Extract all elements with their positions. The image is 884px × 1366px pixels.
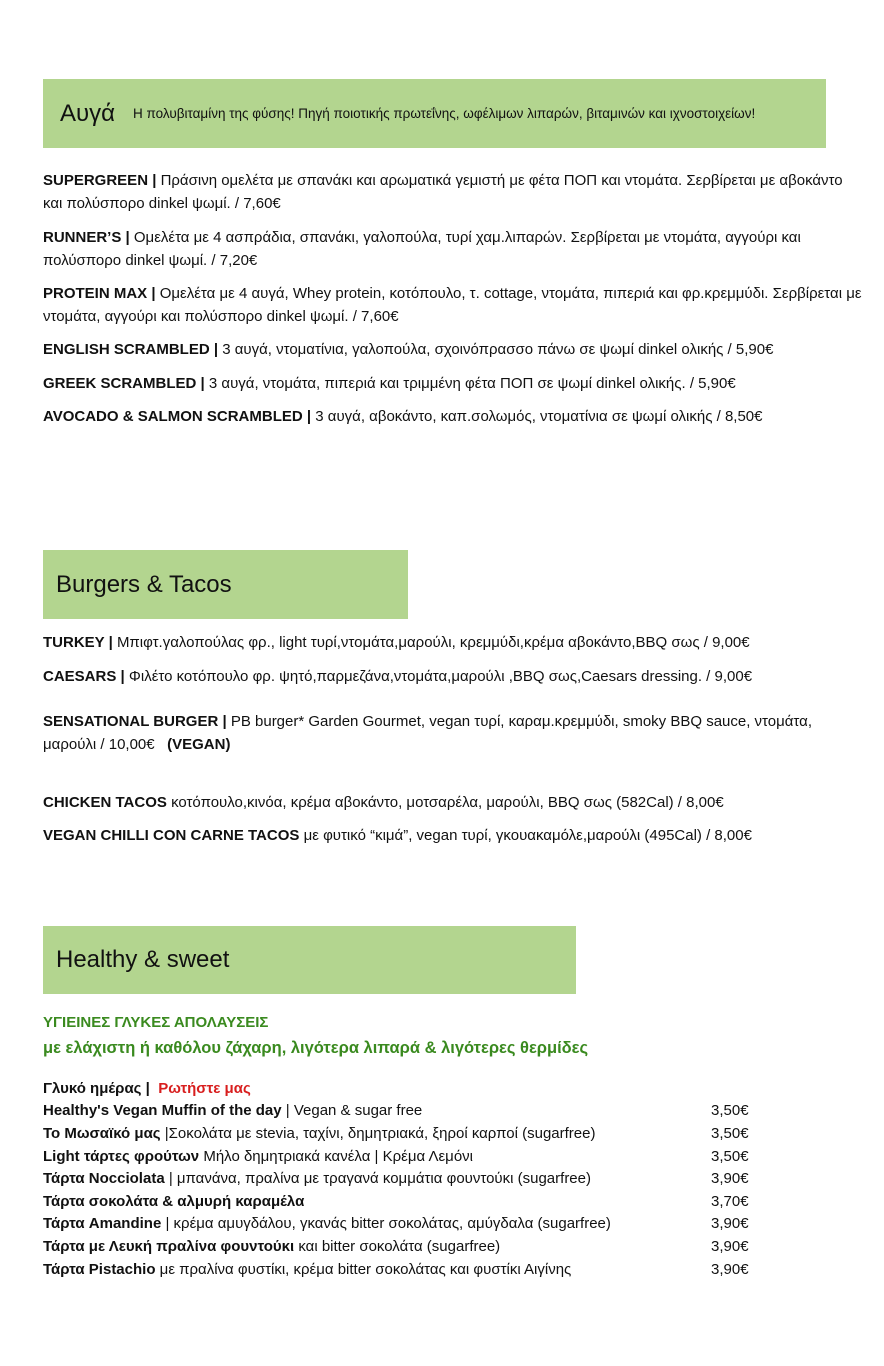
item-name: TURKEY | <box>43 634 113 651</box>
dessert-price: 3,90€ <box>711 1215 749 1232</box>
dessert-row <box>43 1146 763 1168</box>
dessert-name: Healthy's Vegan Muffin of the day <box>43 1102 282 1119</box>
dessert-name: Τάρτα Pistachio <box>43 1261 156 1278</box>
item-desc: 3 αυγά, ντομάτα, πιπεριά και τριμμένη φέτα ΠΟΠ σε ψωμί dinkel ολικής. / 5,90€ <box>208 375 736 392</box>
dessert-row <box>43 1123 763 1145</box>
item-name: CHICKEN TACOS <box>43 794 167 811</box>
vegan-tag: (VEGAN) <box>167 735 231 753</box>
dessert-price: 3,50€ <box>711 1148 749 1165</box>
dessert-name: Light τάρτες φρούτων <box>43 1148 200 1165</box>
burgers-section-header <box>43 550 408 619</box>
item-desc: Φιλέτο κοτόπουλο φρ. ψητό,παρμεζάνα,ντομάτα,μαρούλι ,BBQ σως,Caesars dressing. / 9,00€ <box>128 668 753 685</box>
item-name: RUNNER’S | <box>43 229 130 246</box>
menu-item <box>43 825 863 848</box>
item-name: ENGLISH SCRAMBLED | <box>43 341 219 358</box>
dessert-name: Το Μωσαϊκό μας <box>43 1125 161 1142</box>
dessert-price: 3,90€ <box>711 1170 749 1187</box>
dessert-price: 3,70€ <box>711 1193 749 1210</box>
item-name: VEGAN CHILLI CON CARNE TACOS <box>43 827 300 844</box>
item-name: SUPERGREEN | <box>43 172 157 189</box>
eggs-title: Αυγά <box>60 99 116 127</box>
dessert-name: Τάρτα με Λευκή πραλίνα φουντούκι <box>43 1238 295 1255</box>
dessert-price: 3,50€ <box>711 1102 749 1119</box>
item-desc: Πράσινη ομελέτα με σπανάκι και αρωματικά γεμιστή με φέτα ΠΟΠ και ντομάτα. Σερβίρεται με αβοκάντο και πολύσπορο dinkel ψωμί. / 7,60€ <box>43 172 843 212</box>
dessert-row <box>43 1100 763 1122</box>
dessert-row <box>43 1213 763 1235</box>
item-desc: PB burger* Garden Gourmet, vegan τυρί, καραμ.κρεμμύδι, smoky BBQ sauce, ντομάτα, μαρούλι / 10,00€ <box>43 713 812 753</box>
item-name: GREEK SCRAMBLED | <box>43 375 205 392</box>
dessert-price: 3,90€ <box>711 1238 749 1255</box>
dessert-desc: | μπανάνα, πραλίνα με τραγανά κομμάτια φουντούκι (sugarfree) <box>168 1170 591 1187</box>
item-desc: 3 αυγά, ντοματίνια, γαλοπούλα, σχοινόπρασσο πάνω σε ψωμί dinkel ολικής / 5,90€ <box>222 341 774 358</box>
dessert-row <box>43 1259 763 1281</box>
item-desc: Ομελέτα με 4 αυγά, Whey protein, κοτόπουλο, τ. cottage, ντομάτα, πιπεριά και φρ.κρεμμύδι. Σερβίρεται με ντομάτα, αγγούρι και πολύσπορο dinkel ψωμί. / 7,60€ <box>43 285 862 325</box>
dessert-desc: και bitter σοκολάτα (sugarfree) <box>298 1238 501 1255</box>
menu-item <box>43 666 863 689</box>
dessert-row <box>43 1168 763 1190</box>
dessert-name: Τάρτα σοκολάτα & αλμυρή καραμέλα <box>43 1193 305 1210</box>
dessert-name: Τάρτα Amandine <box>43 1215 162 1232</box>
dessert-row <box>43 1191 763 1213</box>
menu-item <box>43 283 863 328</box>
menu-item <box>43 406 863 429</box>
dessert-price: 3,90€ <box>711 1261 749 1278</box>
dessert-name: Τάρτα Nocciolata <box>43 1170 165 1187</box>
dessert-of-the-day <box>43 1078 763 1100</box>
day-value: Ρωτήστε μας <box>158 1080 251 1097</box>
menu-item <box>43 711 863 756</box>
sweet-heading: ΥΓΙΕΙΝΕΣ ΓΛΥΚΕΣ ΑΠΟΛΑΥΣΕΙΣ <box>43 1014 269 1031</box>
dessert-desc: |Σοκολάτα με stevia, ταχίνι, δημητριακά, ξηροί καρποί (sugarfree) <box>164 1125 596 1142</box>
dessert-price: 3,50€ <box>711 1125 749 1142</box>
eggs-subtitle: Η πολυβιταμίνη της φύσης! Πηγή ποιοτικής πρωτεΐνης, ωφέλιμων λιπαρών, βιταμινών και ιχνοστοιχείων! <box>133 106 756 121</box>
menu-item <box>43 170 863 215</box>
dessert-desc: Μήλο δημητριακά κανέλα | Κρέμα Λεμόνι <box>203 1148 473 1165</box>
menu-item <box>43 792 863 815</box>
item-name: AVOCADO & SALMON SCRAMBLED | <box>43 408 312 425</box>
dessert-desc: | Vegan & sugar free <box>285 1102 423 1119</box>
sweet-section-header <box>43 926 576 994</box>
item-desc: Μπιφτ.γαλοπούλας φρ., light τυρί,ντομάτα,μαρούλι, κρεμμύδι,κρέμα αβοκάντο,BBQ σως / 9,00€ <box>116 634 750 651</box>
sweet-subheading: με ελάχιστη ή καθόλου ζάχαρη, λιγότερα λιπαρά & λιγότερες θερμίδες <box>43 1039 589 1057</box>
dessert-row <box>43 1236 763 1258</box>
menu-item <box>43 339 863 362</box>
eggs-section-header <box>43 79 826 148</box>
day-label: Γλυκό ημέρας | <box>43 1080 150 1097</box>
item-name: CAESARS | <box>43 668 125 685</box>
burgers-title: Burgers & Tacos <box>56 570 232 598</box>
item-name: SENSATIONAL BURGER | <box>43 713 227 730</box>
sweet-title: Healthy & sweet <box>56 946 230 973</box>
item-desc: 3 αυγά, αβοκάντο, καπ.σολωμός, ντοματίνια σε ψωμί ολικής / 8,50€ <box>315 408 763 425</box>
menu-item <box>43 373 863 396</box>
item-desc: κοτόπουλο,κινόα, κρέμα αβοκάντο, μοτσαρέλα, μαρούλι, BBQ σως (582Cal) / 8,00€ <box>171 794 724 811</box>
item-name: PROTEIN MAX | <box>43 285 156 302</box>
menu-item <box>43 227 863 272</box>
menu-item <box>43 632 863 655</box>
item-desc: με φυτικό “κιμά”, vegan τυρί, γκουακαμόλε,μαρούλι (495Cal) / 8,00€ <box>303 827 752 844</box>
item-desc: Ομελέτα με 4 ασπράδια, σπανάκι, γαλοπούλα, τυρί χαμ.λιπαρών. Σερβίρεται με ντομάτα, αγγούρι και πολύσπορο dinkel ψωμί. / 7,20€ <box>43 229 801 269</box>
dessert-desc: | κρέμα αμυγδάλου, γκανάς bitter σοκολάτας, αμύγδαλα (sugarfree) <box>165 1215 611 1232</box>
dessert-desc: με πραλίνα φυστίκι, κρέμα bitter σοκολάτας και φυστίκι Αιγίνης <box>159 1261 572 1278</box>
